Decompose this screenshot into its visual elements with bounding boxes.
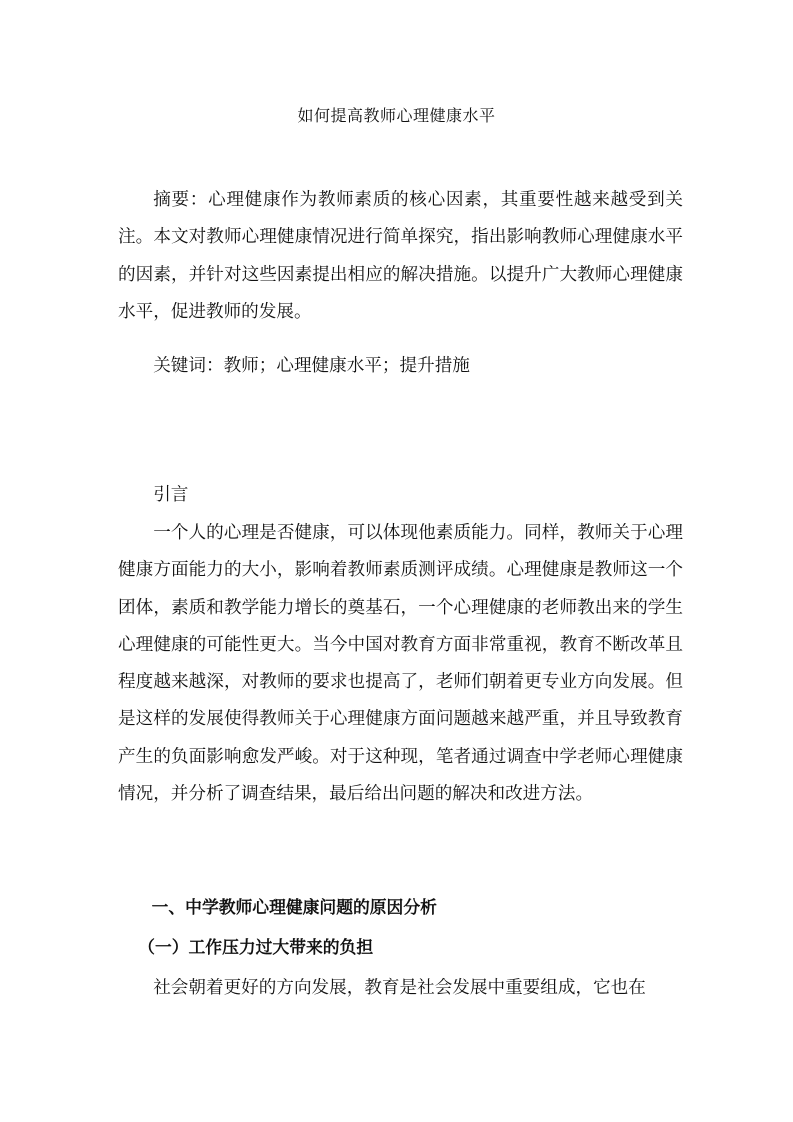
abstract-block [118,182,683,331]
subsection1-heading: （一）工作压力过大带来的负担 [138,937,374,957]
intro-paragraph: 一个人的心理是否健康，可以体现他素质能力。同样，教师关于心理健康方面能力的大小，影响着教师素质测评成绩。心理健康是教师这一个团体，素质和教学能力增长的奠基石，一个心理健康的老师教出来的学生心理健康的可能性更大。当今中国对教育方面非常重视，教育不断改革且程度越来越深，对教师的要求也提高了，老师们朝着更专业方向发展。但是这样的发展使得教师关于心理健康方面问题越来越严重，并且导致教育产生的负面影响愈发严峻。对于这种现，笔者通过调查中学老师心理健康情况，并分析了调查结果，最后给出问题的解决和改进方法。 [118,523,683,805]
intro-body-block [118,515,683,813]
section1-paragraph: 社会朝着更好的方向发展，教育是社会发展中重要组成，它也在 [153,978,646,998]
abstract-text: 摘要：心理健康作为教师素质的核心因素，其重要性越来越受到关注。本文对教师心理健康情况进行简单探究，指出影响教师心理健康水平的因素，并针对这些因素提出相应的解决措施。以提升广大教师心理健康水平，促进教师的发展。 [118,190,683,322]
section1-body-block [118,970,683,1007]
intro-heading: 引言 [153,485,189,505]
section1-heading: 一、中学教师心理健康问题的原因分析 [151,897,437,917]
keywords-text: 关键词：教师；心理健康水平；提升措施 [153,356,470,376]
subsection1-heading-block [118,929,683,966]
section1-heading-block [118,889,683,926]
intro-heading-block [118,477,683,514]
document-title: 如何提高教师心理健康水平 [297,106,496,125]
keywords-block [118,348,683,385]
